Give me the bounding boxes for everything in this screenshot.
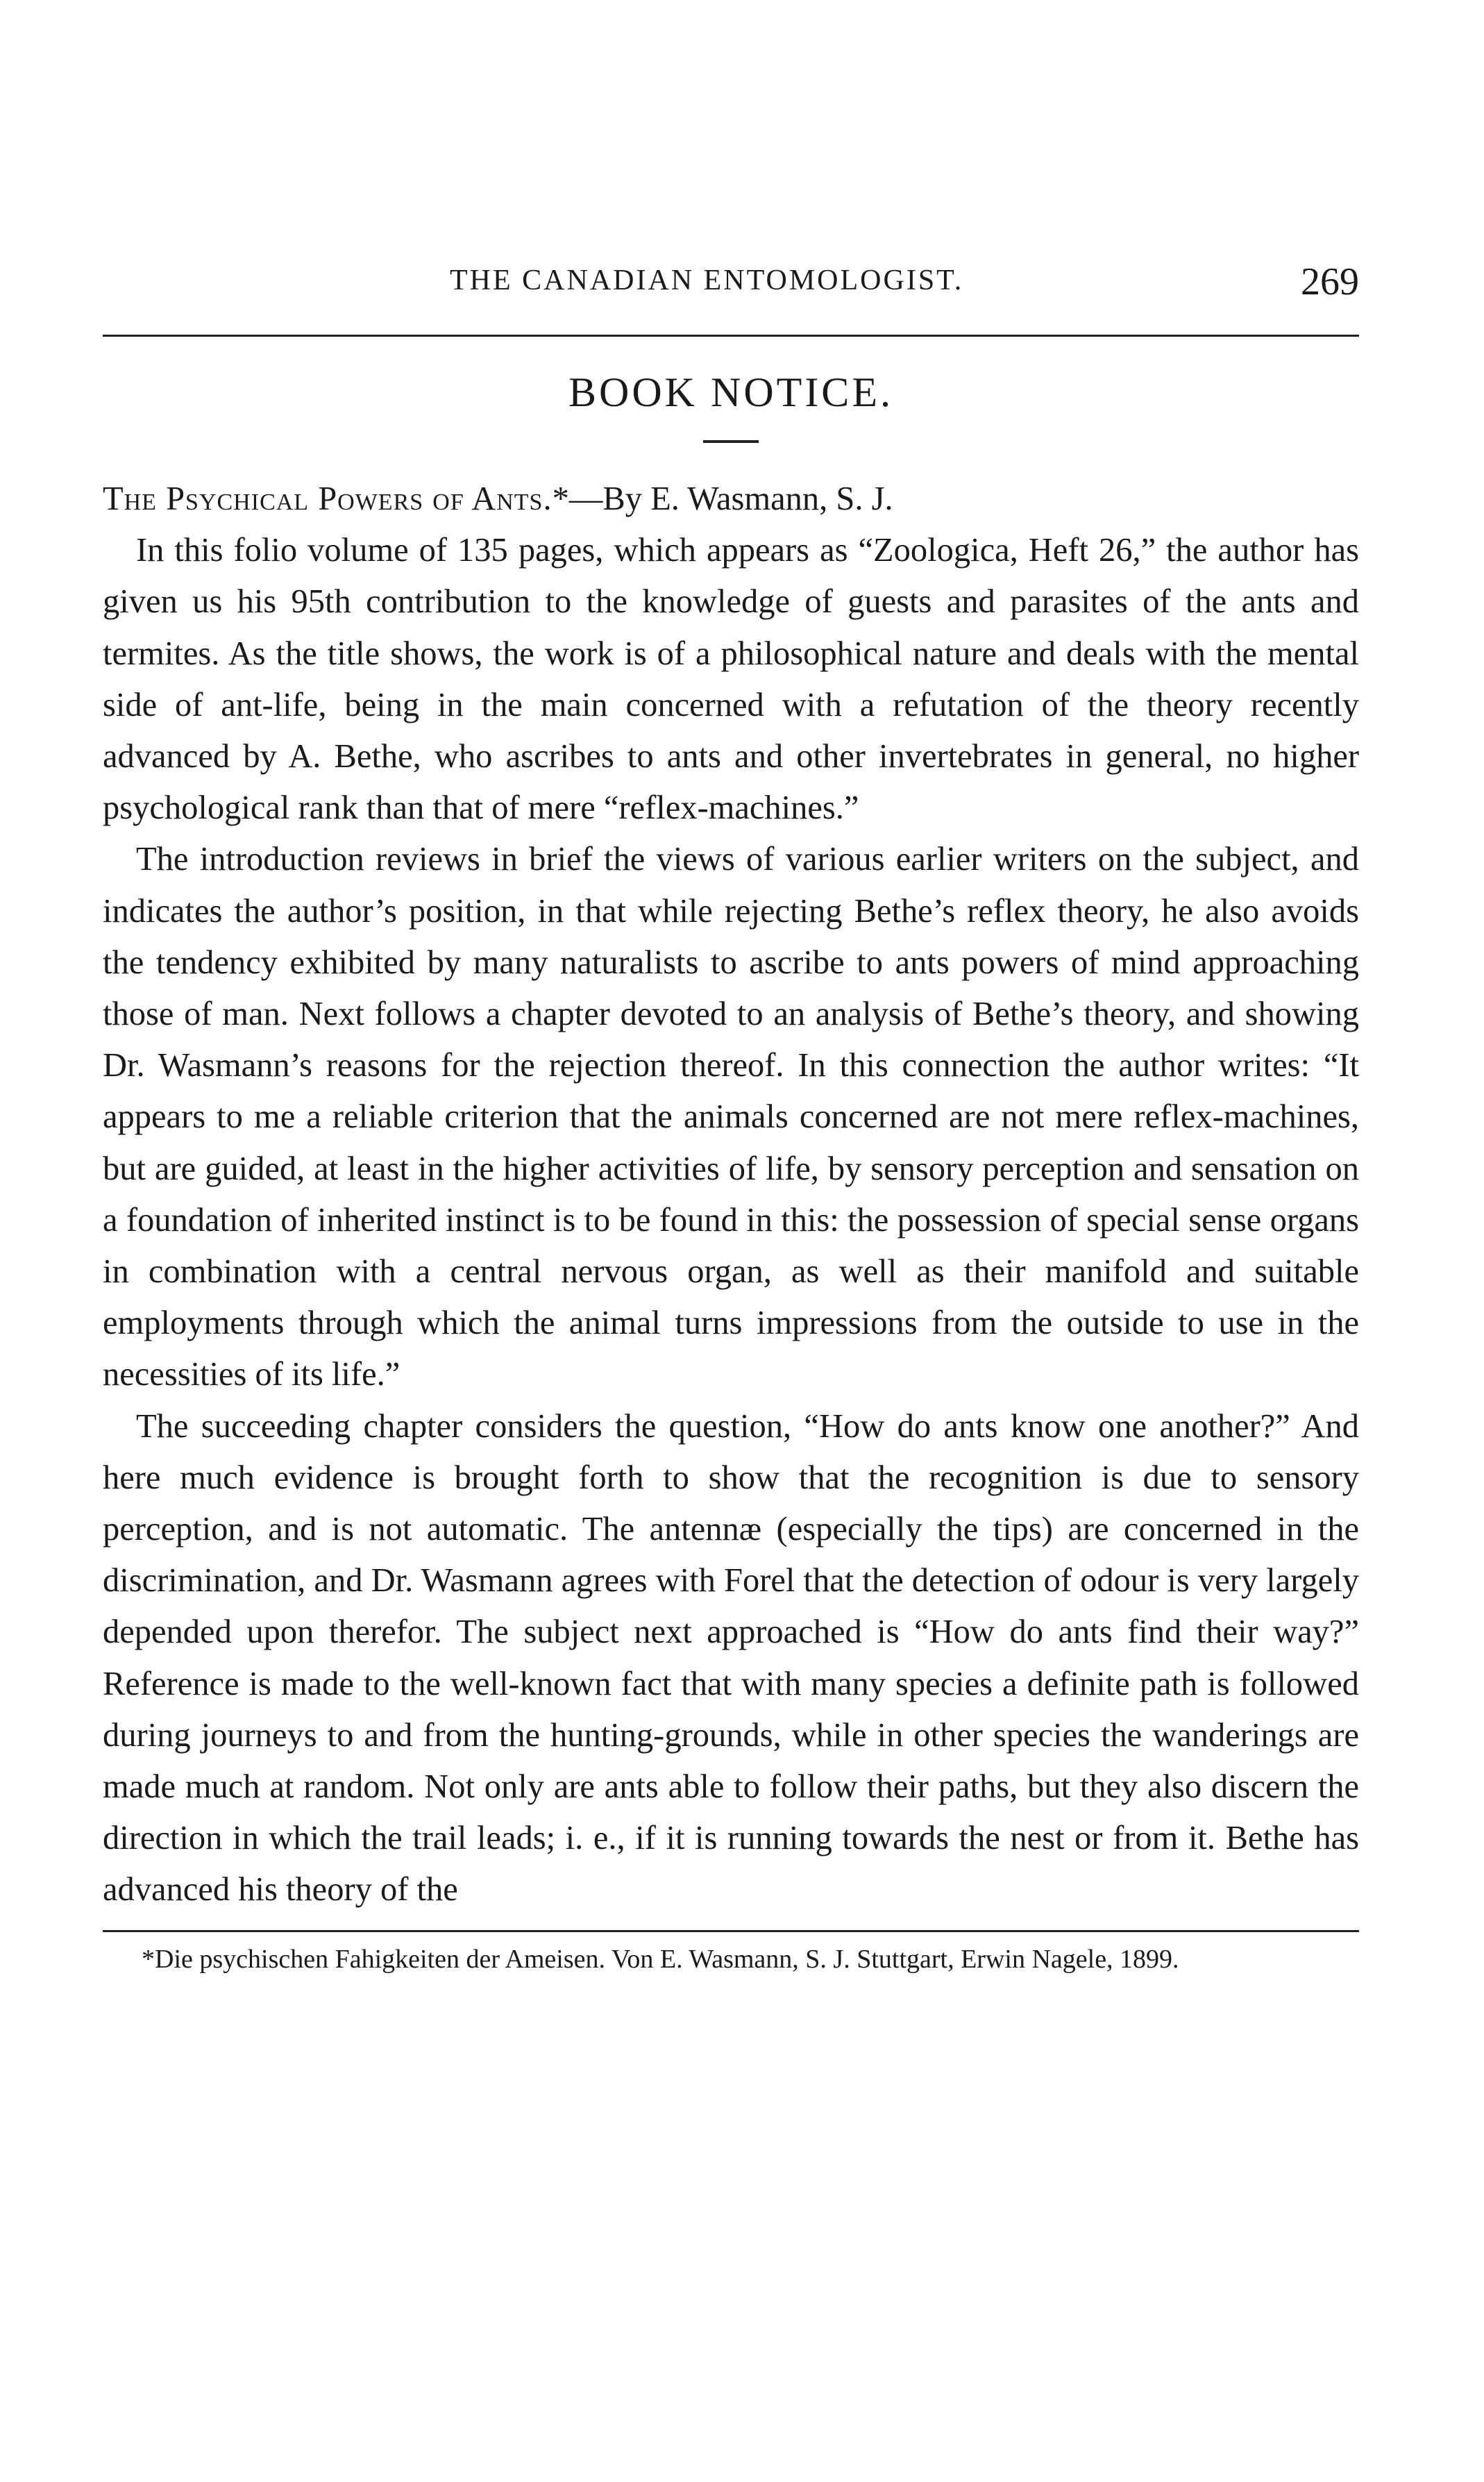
journal-title: THE CANADIAN ENTOMOLOGIST. — [450, 265, 964, 296]
paragraph-2: The introduction reviews in brief the views of various earlier writers on the subject, and indicates the author’s position, in that while rejecting Bethe’s reflex theory, he also avoids the tendency exhibited by many naturalists to ascribe to ants powers of mind approaching those of man. Next follows a chapter devoted to an analysis of Bethe’s theory, and showing Dr. Wasmann’s reasons for the rejection thereof. In this connection the author writes: “It appears to me a reliable criterion that the animals concerned are not mere reflex-machines, but are guided, at least in the higher activities of life, by sensory perception and sensation on a foundation of inherited instinct is to be found in this: the possession of special sense organs in combination with a central nervous organ, as well as their manifold and suitable employments through which the animal turns impressions from the outside to use in the necessities of its life.” — [103, 841, 1359, 1393]
page — [103, 260, 1359, 1977]
book-author: —By E. Wasmann, S. J. — [568, 480, 893, 517]
paragraph-1: In this folio volume of 135 pages, which appears as “Zoologica, Heft 26,” the author has given us his 95th contribution to the knowledge of guests and parasites of the ants and termites. As the title shows, the work is of a philosophical nature and deals with the mental side of ant-life, being in the main concerned with a refutation of the theory recently advanced by A. Bethe, who ascribes to ants and other invertebrates in general, no higher psychological rank than that of mere “reflex-machines.” — [103, 532, 1359, 827]
notice-body — [103, 473, 1359, 1916]
title-ornament — [703, 440, 759, 443]
page-number: 269 — [1301, 260, 1359, 303]
section-title: BOOK NOTICE. — [568, 369, 893, 415]
book-title: The Psychical Powers of Ants. — [103, 480, 553, 517]
footnote-rule — [103, 1930, 1359, 1932]
footnote-marker: * — [142, 1944, 155, 1974]
footnote-text: Die psychischen Fahigkeiten der Ameisen. Von E. Wasmann, S. J. Stuttgart, Erwin Nagele, 1899. — [155, 1944, 1179, 1974]
footnote-reference: * — [552, 480, 569, 517]
running-head — [103, 260, 1359, 319]
notice-heading — [103, 473, 1359, 525]
paragraph-3: The succeeding chapter considers the question, “How do ants know one another?” And here much evidence is brought forth to show that the recognition is due to sensory perception, and is not automatic. The antennæ (especially the tips) are concerned in the discrimination, and Dr. Wasmann agrees with Forel that the detection of odour is very largely depended upon therefor. The subject next approached is “How do ants find their way?” Reference is made to the well-known fact that with many species a definite path is followed during journeys to and from the hunting-grounds, while in other species the wanderings are made much at random. Not only are ants able to follow their paths, but they also discern the direction in which the trail leads; i. e., if it is running towards the nest or from it. Bethe has advanced his theory of the — [103, 1407, 1359, 1909]
footnote — [103, 1942, 1359, 1977]
header-rule — [103, 335, 1359, 337]
